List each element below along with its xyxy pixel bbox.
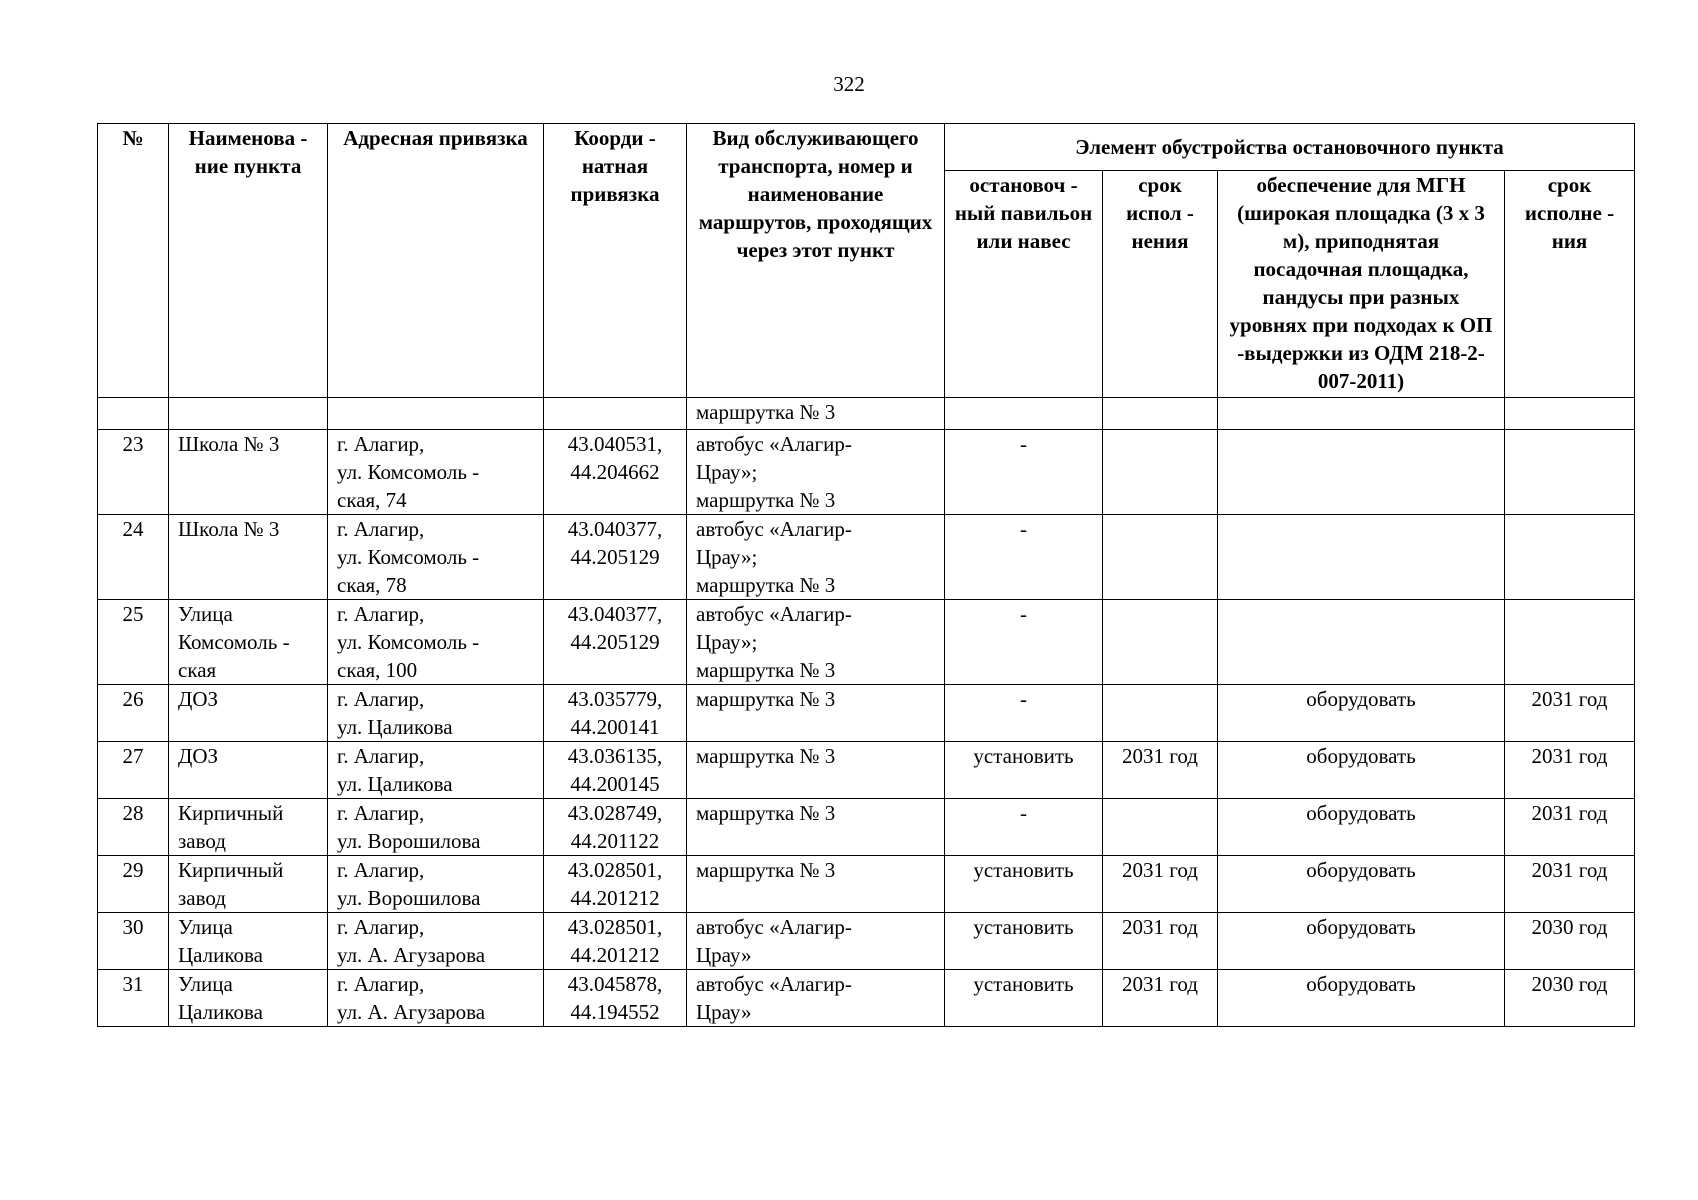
cell-deadline-1: 2031 год <box>1103 856 1218 913</box>
header-name: Наименова - ние пункта <box>169 124 328 398</box>
cell-coords: 43.035779, 44.200141 <box>544 685 687 742</box>
cell-transport: автобус «Алагир- Црау»; маршрутка № 3 <box>687 600 945 685</box>
table-row <box>98 913 1635 970</box>
cell-deadline-2: 2031 год <box>1505 856 1635 913</box>
cell-mgn <box>1218 515 1505 600</box>
cell-name: Улица Цаликова <box>169 913 328 970</box>
cell-coords: 43.028501, 44.201212 <box>544 856 687 913</box>
cell-transport: маршрутка № 3 <box>687 685 945 742</box>
cell-num <box>98 398 169 430</box>
cell-pavilion: - <box>945 799 1103 856</box>
cell-mgn: оборудовать <box>1218 856 1505 913</box>
cell-coords: 43.036135, 44.200145 <box>544 742 687 799</box>
cell-transport: автобус «Алагир- Црау»; маршрутка № 3 <box>687 430 945 515</box>
cell-coords: 43.040377, 44.205129 <box>544 515 687 600</box>
header-group: Элемент обустройства остановочного пункта <box>945 124 1635 171</box>
table-row <box>98 430 1635 515</box>
cell-mgn: оборудовать <box>1218 685 1505 742</box>
header-num: № <box>98 124 169 398</box>
cell-pavilion: установить <box>945 913 1103 970</box>
cell-deadline-1 <box>1103 398 1218 430</box>
cell-pavilion: - <box>945 685 1103 742</box>
cell-num: 28 <box>98 799 169 856</box>
cell-mgn <box>1218 430 1505 515</box>
table-row <box>98 685 1635 742</box>
cell-transport: маршрутка № 3 <box>687 856 945 913</box>
cell-transport: автобус «Алагир- Црау» <box>687 970 945 1027</box>
cell-mgn: оборудовать <box>1218 799 1505 856</box>
bus-stops-table <box>97 123 1635 1027</box>
cell-transport: автобус «Алагир- Црау»; маршрутка № 3 <box>687 515 945 600</box>
header-pavilion: остановоч - ный павильон или навес <box>945 171 1103 398</box>
cell-num: 25 <box>98 600 169 685</box>
table-body <box>98 398 1635 1027</box>
cell-name: Кирпичный завод <box>169 799 328 856</box>
table-row <box>98 970 1635 1027</box>
cell-name: Улица Цаликова <box>169 970 328 1027</box>
cell-pavilion: установить <box>945 856 1103 913</box>
cell-deadline-2 <box>1505 600 1635 685</box>
cell-address <box>328 398 544 430</box>
cell-coords: 43.028501, 44.201212 <box>544 913 687 970</box>
cell-mgn: оборудовать <box>1218 742 1505 799</box>
cell-address: г. Алагир, ул. Цаликова <box>328 742 544 799</box>
cell-name <box>169 398 328 430</box>
cell-transport: маршрутка № 3 <box>687 799 945 856</box>
cell-deadline-1: 2031 год <box>1103 970 1218 1027</box>
cell-pavilion: - <box>945 515 1103 600</box>
cell-address: г. Алагир, ул. Ворошилова <box>328 799 544 856</box>
cell-address: г. Алагир, ул. Комсомоль - ская, 100 <box>328 600 544 685</box>
header-coords: Коорди - натная привязка <box>544 124 687 398</box>
header-transport: Вид обслуживающего транспорта, номер и наименование маршрутов, проходящих через этот пункт <box>687 124 945 398</box>
cell-name: ДОЗ <box>169 685 328 742</box>
cell-deadline-2: 2030 год <box>1505 913 1635 970</box>
cell-transport: автобус «Алагир- Црау» <box>687 913 945 970</box>
cell-address: г. Алагир, ул. Ворошилова <box>328 856 544 913</box>
table-row <box>98 600 1635 685</box>
table-row <box>98 398 1635 430</box>
cell-deadline-2 <box>1505 515 1635 600</box>
table-row <box>98 515 1635 600</box>
page-number: 322 <box>833 72 865 96</box>
cell-address: г. Алагир, ул. А. Агузарова <box>328 913 544 970</box>
header-mgn: обеспечение для МГН (широкая площадка (3 х 3 м), приподнятая посадочная площадка, пандусы при разных уровнях при подходах к ОП -выдержки из ОДМ 218-2-007-2011) <box>1218 171 1505 398</box>
cell-deadline-1 <box>1103 515 1218 600</box>
cell-mgn: оборудовать <box>1218 913 1505 970</box>
header-address: Адресная привязка <box>328 124 544 398</box>
cell-name: Кирпичный завод <box>169 856 328 913</box>
cell-num: 23 <box>98 430 169 515</box>
cell-pavilion: - <box>945 430 1103 515</box>
cell-deadline-2: 2030 год <box>1505 970 1635 1027</box>
cell-deadline-1 <box>1103 430 1218 515</box>
cell-coords: 43.040377, 44.205129 <box>544 600 687 685</box>
cell-transport: маршрутка № 3 <box>687 742 945 799</box>
cell-name: ДОЗ <box>169 742 328 799</box>
cell-address: г. Алагир, ул. А. Агузарова <box>328 970 544 1027</box>
cell-deadline-1 <box>1103 799 1218 856</box>
table-row <box>98 742 1635 799</box>
table-row <box>98 856 1635 913</box>
cell-pavilion: установить <box>945 742 1103 799</box>
cell-num: 24 <box>98 515 169 600</box>
cell-pavilion: - <box>945 600 1103 685</box>
cell-name: Улица Комсомоль - ская <box>169 600 328 685</box>
cell-deadline-2: 2031 год <box>1505 685 1635 742</box>
cell-mgn: оборудовать <box>1218 970 1505 1027</box>
cell-pavilion <box>945 398 1103 430</box>
cell-address: г. Алагир, ул. Комсомоль - ская, 74 <box>328 430 544 515</box>
cell-address: г. Алагир, ул. Цаликова <box>328 685 544 742</box>
header-deadline-1: срок испол - нения <box>1103 171 1218 398</box>
cell-deadline-2: 2031 год <box>1505 799 1635 856</box>
cell-deadline-2 <box>1505 398 1635 430</box>
table-row <box>98 799 1635 856</box>
cell-name: Школа № 3 <box>169 515 328 600</box>
cell-num: 30 <box>98 913 169 970</box>
cell-deadline-2: 2031 год <box>1505 742 1635 799</box>
cell-num: 27 <box>98 742 169 799</box>
cell-deadline-1: 2031 год <box>1103 742 1218 799</box>
cell-coords: 43.028749, 44.201122 <box>544 799 687 856</box>
cell-num: 26 <box>98 685 169 742</box>
cell-mgn <box>1218 600 1505 685</box>
cell-deadline-1 <box>1103 685 1218 742</box>
cell-pavilion: установить <box>945 970 1103 1027</box>
cell-deadline-1: 2031 год <box>1103 913 1218 970</box>
cell-name: Школа № 3 <box>169 430 328 515</box>
header-deadline-2: срок исполне - ния <box>1505 171 1635 398</box>
cell-deadline-1 <box>1103 600 1218 685</box>
cell-mgn <box>1218 398 1505 430</box>
cell-num: 29 <box>98 856 169 913</box>
cell-num: 31 <box>98 970 169 1027</box>
cell-transport: маршрутка № 3 <box>687 398 945 430</box>
cell-coords <box>544 398 687 430</box>
cell-coords: 43.040531, 44.204662 <box>544 430 687 515</box>
cell-coords: 43.045878, 44.194552 <box>544 970 687 1027</box>
cell-deadline-2 <box>1505 430 1635 515</box>
cell-address: г. Алагир, ул. Комсомоль - ская, 78 <box>328 515 544 600</box>
header-row-1 <box>98 124 1635 171</box>
